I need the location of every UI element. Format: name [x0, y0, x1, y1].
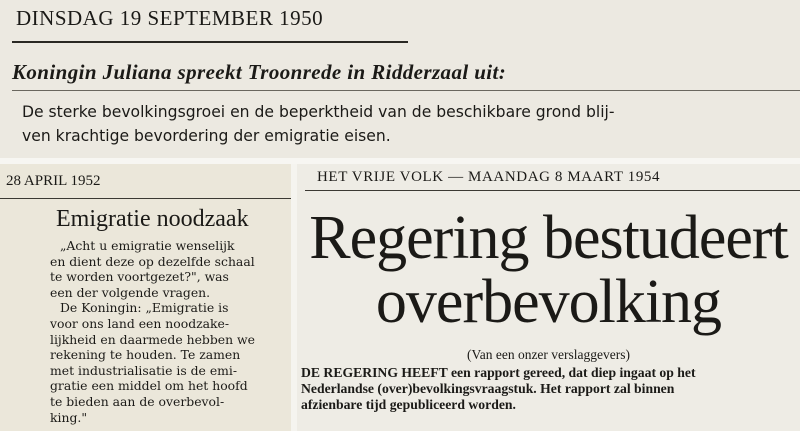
body-line: DE REGERING HEEFT een rapport gereed, dat diep ingaat op het: [301, 365, 696, 380]
date-rule: [0, 198, 291, 199]
body-line: De sterke bevolkingsgroei en de beperktheid van de beschikbare grond blij-: [22, 103, 615, 121]
headline-line: Regering bestudeert: [309, 204, 788, 272]
byline: (Van een onzer verslaggevers): [466, 347, 631, 362]
clipping-date: 28 APRIL 1952: [6, 173, 101, 189]
body-line: „Acht u emigratie wenselijk: [60, 238, 235, 253]
body-line: afzienbare tijd gepubliceerd worden.: [301, 397, 516, 412]
clipping-1950: [0, 0, 800, 158]
body-line: te worden voortgezet?", was: [50, 269, 229, 285]
body-line: en dient deze op dezelfde schaal: [50, 253, 255, 269]
date-rule: [12, 41, 408, 43]
masthead-rule: [305, 190, 800, 191]
body-line: voor ons land een noodzake-: [50, 315, 230, 331]
body-line: rekening te houden. Te zamen: [50, 347, 241, 363]
clipping-headline: [297, 206, 800, 334]
body-line: king.": [50, 409, 88, 425]
clipping-1954: [297, 164, 800, 431]
body-line: Nederlandse (over)bevolkingsvraagstuk. Het rapport zal binnen: [301, 381, 675, 396]
clipping-headline: Koningin Juliana spreekt Troonrede in Ridderzaal uit:: [12, 60, 507, 84]
body-line: met industrialisatie is de emi-: [50, 362, 238, 378]
body-line: gratie een middel om het hoofd: [50, 378, 248, 394]
clipping-headline: Emigratie noodzaak: [56, 206, 249, 232]
clipping-body: [22, 100, 792, 148]
body-line: te bieden aan de overbevol-: [50, 393, 225, 409]
clipping-body: [50, 238, 282, 425]
body-line: ven krachtige bevordering der emigratie eisen.: [22, 127, 391, 145]
body-line: De Koningin: „Emigratie is: [60, 300, 229, 316]
headline-line: overbevolking: [375, 268, 722, 336]
body-line: een der volgende vragen.: [50, 284, 211, 300]
clipping-date: DINSDAG 19 SEPTEMBER 1950: [16, 6, 324, 30]
clipping-1952: [0, 164, 291, 431]
masthead: HET VRIJE VOLK — MAANDAG 8 MAART 1954: [317, 169, 661, 185]
clipping-body: [301, 365, 797, 413]
headline-rule: [12, 90, 800, 91]
body-line: lijkheid en daarmede hebben we: [50, 331, 255, 347]
